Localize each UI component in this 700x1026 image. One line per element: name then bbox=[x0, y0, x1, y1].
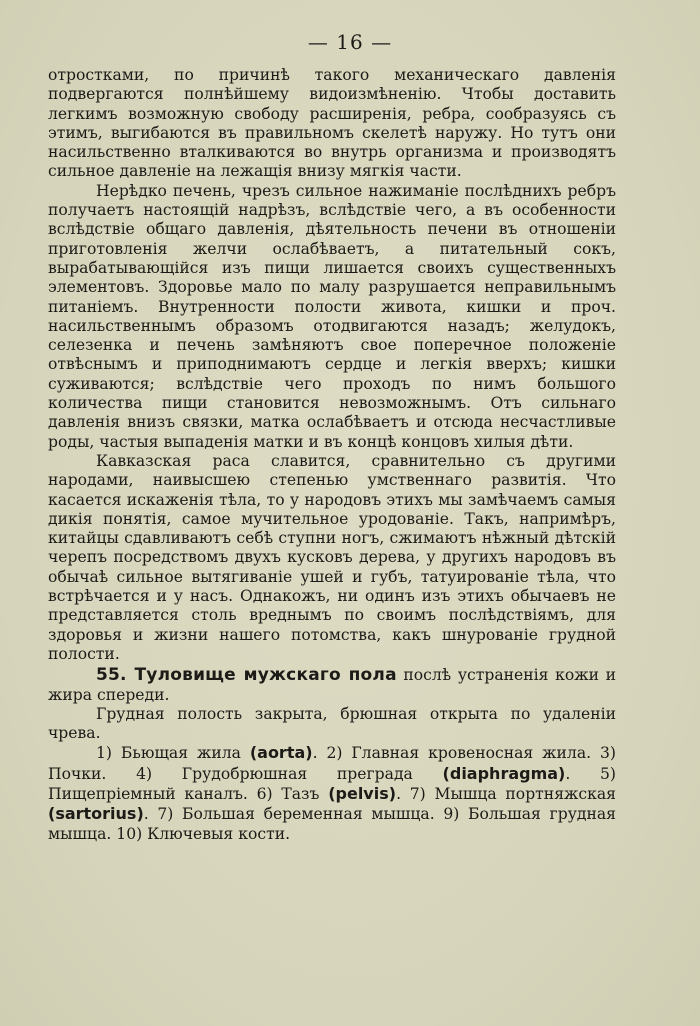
section-heading: 55. Туловище мужскаго пола bbox=[96, 665, 397, 686]
paragraph-3: Кавказская раса славится, сравнительно съ другими народами, наивысшею степенью умственнаго развитія. Что касается искаженія тѣла, то у народовъ этихъ мы замѣчаемъ самыя дикія понятія, самое мучительное уродованіе. Такъ, напримѣръ, китайцы сдавливаютъ себѣ ступни ногъ, сжимаютъ нѣжный дѣтскій черепъ посредствомъ двухъ кусковъ дерева, у другихъ народовъ въ обычаѣ сильное вытягиваніе ушей и губъ, татуированіе тѣла, что встрѣчается и у насъ. Однакожъ, ни одинъ изъ этихъ обычаевъ не представляется столь вреднымъ по своимъ послѣдствіямъ, для здоровья и жизни нашего потомства, какъ шнурованіе грудной полости. bbox=[48, 451, 616, 663]
paragraph-1: отростками, по причинѣ такого механическаго давленія подвергаются полнѣйшему видоизмѣненію. Чтобы доставить легкимъ возможную свободу расширенія, ребра, сообразуясь съ этимъ, выгибаются въ правильномъ скелетѣ наружу. Но тутъ они насильственно вталкиваются во внутрь организма и производятъ сильное давленіе на лежащія внизу мягкія части. bbox=[48, 66, 616, 181]
legend-text-3: . 5) Пищепріемный каналъ. 6) Тазъ bbox=[48, 764, 617, 803]
legend-text-2: . 2) Главная кровеносная жила. 3) Почки. 4) Грудобрюшная преграда bbox=[48, 744, 616, 783]
legend-text-4: . 7) Мышца портняжская bbox=[396, 784, 616, 803]
paragraph-4: Грудная полость закрыта, брюшная открыта по удаленіи чрева. bbox=[48, 704, 616, 743]
section-heading-rest: послѣ устраненія кожи и жира спереди. bbox=[48, 666, 616, 704]
page-number: — 16 — bbox=[307, 30, 393, 54]
figure-legend bbox=[48, 743, 616, 843]
section-heading-line bbox=[48, 666, 616, 705]
legend-latin-aorta: (aorta) bbox=[249, 743, 313, 763]
legend-text-5: . 7) Большая беременная мышца. 9) Большая грудная мышца. 10) Ключевыя кости. bbox=[48, 805, 616, 843]
legend-latin-pelvis: (pelvis) bbox=[328, 783, 397, 803]
paragraph-2: Нерѣдко печень, чрезъ сильное нажиманіе послѣднихъ ребръ получаетъ настоящій надрѣзъ, вслѣдствіе чего, а въ особенности вслѣдствіе общаго давленія, дѣятельность печени въ отношеніи приготовленія желчи ослабѣваетъ, а питательный сокъ, вырабатывающійся изъ пищи лишается своихъ существенныхъ элементовъ. Здоровье мало по малу разрушается неправильнымъ питаніемъ. Внутренности полости живота, кишки и проч. насильственнымъ образомъ отодвигаются назадъ; желудокъ, селезенка и печень замѣняютъ свое поперечное положеніе отвѣснымъ и приподнимаютъ сердце и легкія вверхъ; кишки суживаются; вслѣдствіе чего проходъ по нимъ большого количества пищи становится невозможнымъ. Отъ сильнаго давленія внизъ связки, матка ослабѣваетъ и отсюда несчастливые роды, частыя выпаденія матки и въ концѣ концовъ хилыя дѣти. bbox=[48, 181, 616, 451]
legend-text-1: 1) Бьющая жила bbox=[96, 744, 250, 763]
legend-latin-diaphragma: (diaphragma) bbox=[442, 763, 566, 783]
legend-latin-sartorius: (sartorius) bbox=[48, 804, 144, 824]
body-text bbox=[48, 66, 616, 844]
